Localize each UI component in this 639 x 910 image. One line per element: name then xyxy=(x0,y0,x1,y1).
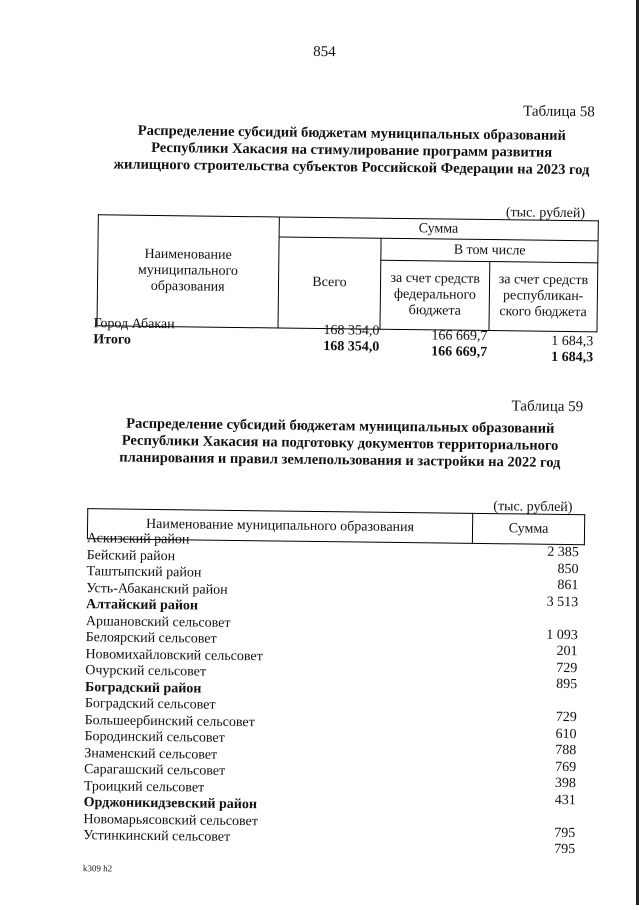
table-59-row-value: 2 385 xyxy=(547,544,579,561)
table-59-row-name: Большеербинский сельсовет xyxy=(84,712,255,730)
table-58-header xyxy=(96,214,598,332)
table-59-title-line: Республики Хакасия на подготовку документов территориального xyxy=(121,432,559,454)
table-59-row-value: 729 xyxy=(555,709,577,726)
table-58-title-line: жилищного строительства субъектов Российской Федерации на 2023 год xyxy=(113,156,590,179)
header-republic: за счет средств республикан- ского бюджета xyxy=(489,262,598,332)
table-59-row-name: Белоярский сельсовет xyxy=(85,630,217,647)
table-59-row-name: Усть-Абаканский район xyxy=(86,580,228,598)
table-59-title xyxy=(0,414,639,473)
table-59-row-value: 729 xyxy=(556,660,578,676)
table-59-row-name: Бородинский сельсовет xyxy=(84,729,225,746)
table-58-total-name: Итого xyxy=(93,332,132,348)
table-59-row-name: Очурский сельсовет xyxy=(85,663,207,680)
table-58-row-total: 168 354,0 xyxy=(323,323,380,339)
table-59-row-value: 795 xyxy=(554,825,576,841)
table-58-row-republic: 1 684,3 xyxy=(551,333,594,350)
table-58-label: Таблица 58 xyxy=(523,103,595,121)
table-58-total-total: 168 354,0 xyxy=(323,339,380,355)
table-58-title xyxy=(3,121,639,180)
table-59-row-value: 769 xyxy=(555,759,577,775)
table-59-row-name: Таштыпский район xyxy=(86,564,202,581)
table-58-total-republic: 1 684,3 xyxy=(551,349,594,366)
table-59-row-value: 795 xyxy=(554,841,576,858)
table-59-label: Таблица 59 xyxy=(511,398,584,416)
table-58-units: (тыс. рублей) xyxy=(505,205,586,222)
header-sum: Сумма xyxy=(279,217,599,241)
table-58-title-line: Распределение субсидий бюджетам муниципальных образований xyxy=(137,122,567,144)
table-59-row-name: Орджоникидзевский район xyxy=(83,795,258,813)
table-59-row-name: Аршановский сельсовет xyxy=(85,613,231,631)
page-number: 854 xyxy=(313,43,336,61)
table-59-units: (тыс. рублей) xyxy=(493,499,573,516)
table-59-title-line: Распределение субсидий бюджетам муниципальных образований xyxy=(126,415,555,437)
table-59-row-name: Боградский сельсовет xyxy=(84,696,216,713)
table-59-row-value: 1 093 xyxy=(546,627,578,643)
table-58-row-name: Город Абакан xyxy=(93,316,175,333)
table-58-title-line: Республики Хакасия на стимулирование программ развития xyxy=(151,139,553,161)
table-59-row-name: Новомарьясовский сельсовет xyxy=(83,811,259,829)
table-59-row-name: Знаменский сельсовет xyxy=(84,745,218,763)
table-59-row-value: 398 xyxy=(554,775,577,792)
table-59-row-name: Устинкинский сельсовет xyxy=(83,828,231,845)
table-59-row-value: 201 xyxy=(556,643,578,660)
header-name: Наименование муниципального образования xyxy=(97,215,279,328)
table-59-row-name: Аскизский район xyxy=(86,531,190,548)
header-sum: Сумма xyxy=(472,513,584,544)
table-59-row-name: Бейский район xyxy=(86,547,176,564)
table-59-row-value: 610 xyxy=(555,726,577,742)
table-59-row-value: 850 xyxy=(557,561,579,577)
header-total: Всего xyxy=(278,237,382,329)
table-59-row-name: Троицкий сельсовет xyxy=(83,778,205,796)
header-federal: за счет средств федерального бюджета xyxy=(380,261,489,331)
header-name: Наименование муниципального образования xyxy=(87,509,472,544)
table-59-row-name: Новомихайловский сельсовет xyxy=(85,646,263,664)
table-59-row-value: 788 xyxy=(555,742,577,759)
table-59-row-value: 431 xyxy=(554,792,576,808)
footer-code: k309 h2 xyxy=(82,863,113,874)
table-59-row-name: Боградский район xyxy=(84,679,202,697)
table-59-row-value: 3 513 xyxy=(546,594,579,610)
header-incl: В том числе xyxy=(381,238,598,263)
table-59-row-value: 895 xyxy=(556,676,578,693)
table-58-total-federal: 166 669,7 xyxy=(431,344,488,361)
table-59-row-name: Сарагашский сельсовет xyxy=(83,762,226,779)
table-59-row-name: Алтайский район xyxy=(86,597,199,614)
table-58-row-federal: 166 669,7 xyxy=(431,328,488,345)
table-59-title-line: планирования и правил землепользования и застройки на 2022 год xyxy=(119,449,561,471)
table-59-row-value: 861 xyxy=(557,577,579,594)
